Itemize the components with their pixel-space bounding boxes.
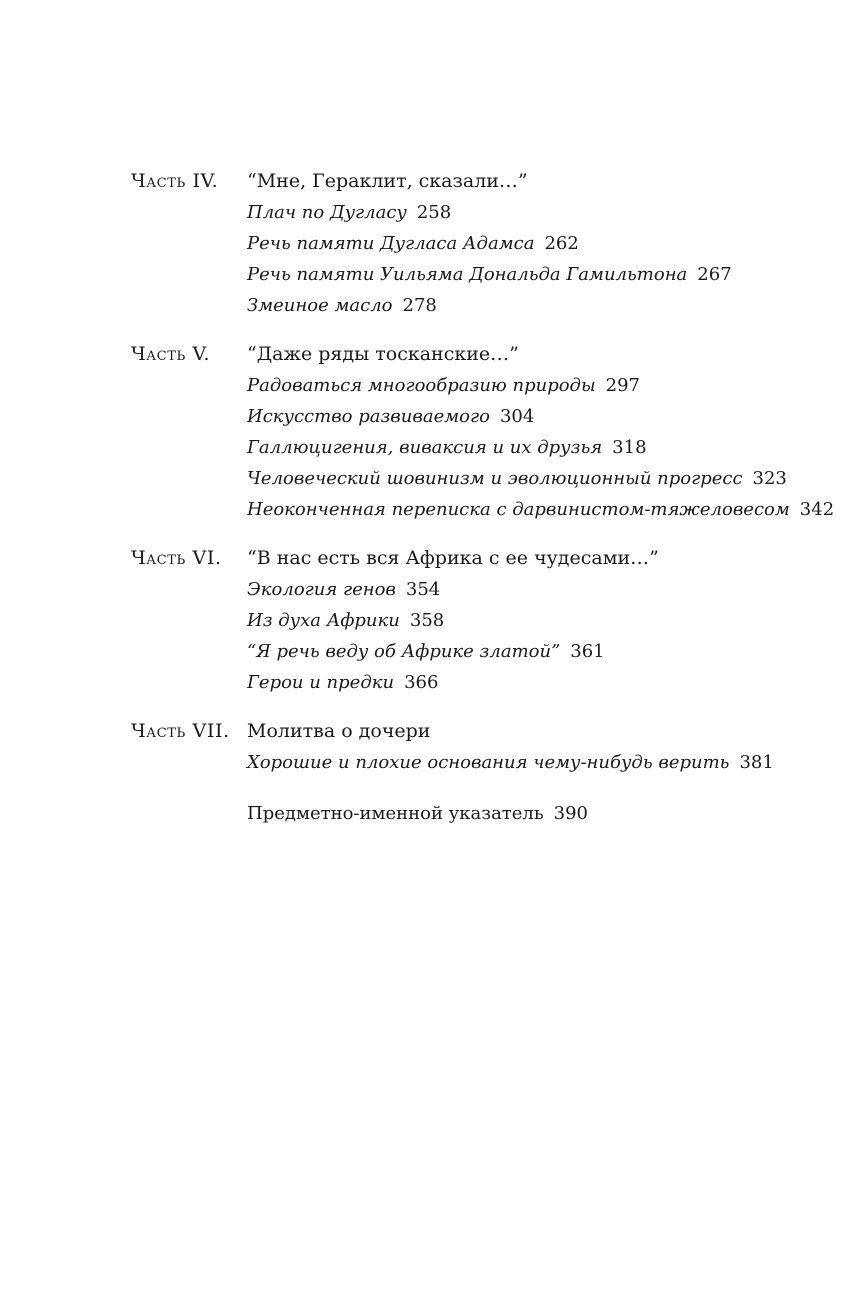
chapter-list: [247, 370, 835, 525]
chapter-entry[interactable]: [247, 401, 831, 432]
table-of-contents: [131, 166, 835, 829]
index-entry[interactable]: [247, 798, 831, 829]
chapter-page: 361: [570, 641, 605, 662]
index-page: 390: [553, 803, 589, 824]
section-gap: [131, 525, 831, 543]
chapter-entry[interactable]: [247, 370, 831, 401]
chapter-title: Плач по Дугласу: [247, 202, 407, 223]
chapter-page: 323: [752, 468, 787, 489]
part-title: Молитва о дочери: [247, 720, 431, 742]
chapter-page: 267: [697, 264, 732, 285]
chapter-title: Радоваться многообразию природы: [247, 375, 596, 396]
chapter-title: Герои и предки: [247, 672, 395, 693]
chapter-page: 366: [404, 672, 439, 693]
chapter-title: Из духа Африки: [247, 610, 400, 631]
index-title: Предметно-именной указатель: [247, 803, 544, 824]
chapter-page: 318: [612, 437, 647, 458]
chapter-entry[interactable]: [247, 747, 831, 778]
chapter-page: 358: [409, 610, 445, 631]
section-gap: [131, 698, 831, 716]
chapter-list: [247, 747, 831, 778]
chapter-page: 381: [739, 752, 774, 773]
chapter-title: “Я речь веду об Африке златой”: [247, 641, 561, 662]
chapter-page: 354: [405, 579, 441, 600]
part-heading: [131, 716, 831, 747]
chapter-title: Речь памяти Уильяма Дональда Гамильтона: [247, 264, 688, 285]
part-label: Часть VI.: [131, 547, 222, 569]
chapter-entry[interactable]: [247, 197, 831, 228]
part-heading: [131, 166, 831, 197]
chapter-title: Змеиное масло: [247, 295, 393, 316]
part-title: “Мне, Гераклит, сказали…”: [247, 170, 528, 192]
chapter-title: Экология генов: [247, 579, 396, 600]
part-label: Часть VII.: [131, 720, 230, 742]
toc-part-vi: [131, 543, 831, 698]
chapter-entry[interactable]: [247, 494, 835, 525]
chapter-title: Человеческий шовинизм и эволюционный прогресс: [247, 468, 743, 489]
chapter-page: 342: [799, 499, 835, 520]
chapter-title: Речь памяти Дугласа Адамса: [247, 233, 535, 254]
part-title: “Даже ряды тосканские…”: [247, 343, 519, 365]
chapter-title: Искусство развиваемого: [247, 406, 490, 427]
part-label: Часть V.: [131, 343, 211, 365]
chapter-entry[interactable]: [247, 605, 831, 636]
chapter-entry[interactable]: [247, 228, 831, 259]
chapter-page: 262: [544, 233, 579, 254]
chapter-title: Галлюцигения, виваксия и их друзья: [247, 437, 603, 458]
chapter-entry[interactable]: [247, 636, 831, 667]
chapter-entry[interactable]: [247, 463, 831, 494]
chapter-page: 258: [416, 202, 452, 223]
chapter-list: [247, 574, 831, 698]
chapter-title: Хорошие и плохие основания чему-нибудь верить: [247, 752, 730, 773]
chapter-entry[interactable]: [247, 574, 831, 605]
toc-part-v: [131, 339, 835, 525]
part-heading: [131, 543, 831, 574]
part-title: “В нас есть вся Африка с ее чудесами…”: [247, 547, 659, 569]
chapter-entry[interactable]: [247, 290, 831, 321]
chapter-page: 297: [605, 375, 640, 396]
chapter-entry[interactable]: [247, 667, 831, 698]
toc-part-iv: [131, 166, 831, 321]
chapter-title: Неоконченная переписка с дарвинистом-тяжеловесом: [247, 499, 790, 520]
chapter-entry[interactable]: [247, 259, 831, 290]
chapter-entry[interactable]: [247, 432, 831, 463]
part-heading: [131, 339, 831, 370]
part-label: Часть IV.: [131, 170, 219, 192]
toc-part-vii: [131, 716, 831, 778]
chapter-page: 278: [402, 295, 437, 316]
chapter-list: [247, 197, 831, 321]
chapter-page: 304: [499, 406, 535, 427]
section-gap: [131, 321, 831, 339]
